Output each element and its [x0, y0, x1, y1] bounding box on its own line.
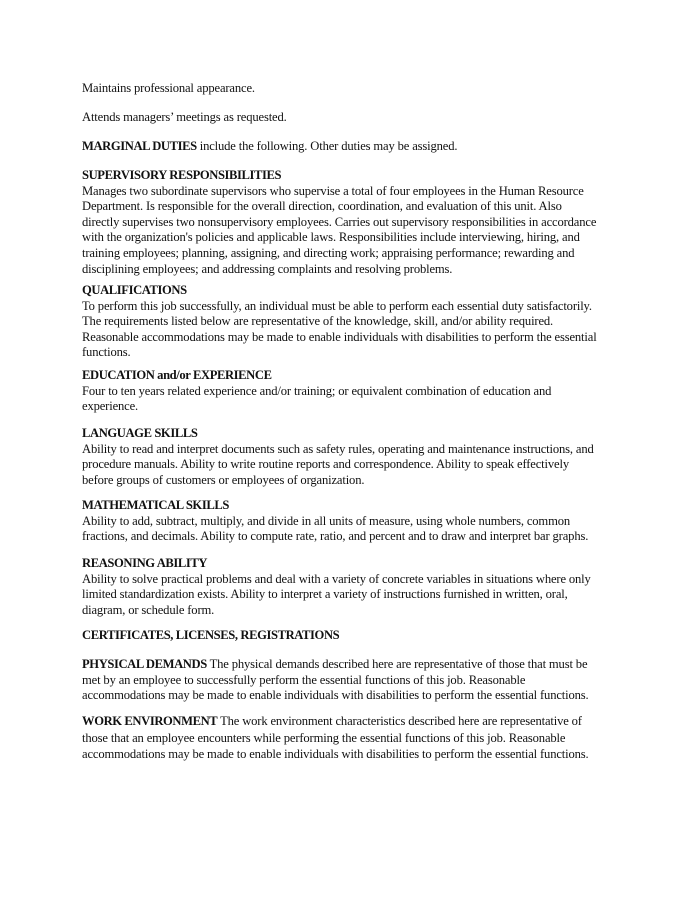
section-line: disciplining employees; and addressing complaints and resolving problems. [82, 261, 453, 276]
section-text: The physical demands described here are representative of those that must be [206, 657, 588, 671]
section-language-skills [82, 426, 622, 488]
section-certificates [82, 628, 622, 644]
section-line: those that an employee encounters while performing the essential functions of this job. Reasonable [82, 730, 566, 745]
section-line: Ability to read and interpret documents such as safety rules, operating and maintenance instructions, and [82, 441, 594, 456]
section-line: directly supervises two nonsupervisory employees. Carries out supervisory responsibilities in accordance [82, 214, 597, 229]
work-environment-first-line [82, 714, 622, 731]
section-heading: MARGINAL DUTIES [82, 139, 197, 153]
section-line: Ability to add, subtract, multiply, and divide in all units of measure, using whole numbers, common [82, 513, 571, 528]
section-heading: EDUCATION and/or EXPERIENCE [82, 368, 272, 382]
section-line: before groups of customers or employees of organization. [82, 472, 365, 487]
paragraph-text: Maintains professional appearance. [82, 81, 255, 95]
section-line: The requirements listed below are representative of the knowledge, skill, and/or ability required. [82, 314, 554, 329]
section-heading: WORK ENVIRONMENT [82, 714, 218, 728]
section-line: met by an employee to successfully perform the essential functions of this job. Reasonable [82, 672, 526, 687]
section-line: Reasonable accommodations may be made to enable individuals with disabilities to perform the essential [82, 329, 597, 344]
section-heading: QUALIFICATIONS [82, 283, 187, 297]
section-text: The work environment characteristics described here are representative of [217, 714, 582, 728]
section-heading: REASONING ABILITY [82, 556, 208, 570]
section-line: To perform this job successfully, an individual must be able to perform each essential duty satisfactorily. [82, 298, 592, 313]
paragraph-appearance [82, 81, 622, 97]
section-text: include the following. Other duties may be assigned. [196, 139, 458, 153]
section-mathematical-skills [82, 498, 622, 545]
section-reasoning-ability [82, 556, 622, 618]
section-line: fractions, and decimals. Ability to compute rate, ratio, and percent and to draw and interpret bar graphs. [82, 529, 589, 544]
marginal-duties-line [82, 139, 622, 155]
section-supervisory-responsibilities [82, 168, 622, 277]
paragraph-meetings [82, 110, 622, 126]
section-line: training employees; planning, assigning, and directing work; appraising performance; rewarding and [82, 245, 575, 260]
section-line: Ability to solve practical problems and deal with a variety of concrete variables in situations where only [82, 571, 591, 586]
section-line: with the organization's policies and applicable laws. Responsibilities include interviewing, hiring, and [82, 230, 580, 245]
section-line: accommodations may be made to enable individuals with disabilities to perform the essential functions. [82, 688, 589, 703]
section-line: experience. [82, 399, 139, 414]
section-line: diagram, or schedule form. [82, 602, 215, 617]
physical-demands-first-line [82, 657, 622, 673]
section-line: functions. [82, 345, 131, 360]
section-heading: CERTIFICATES, LICENSES, REGISTRATIONS [82, 628, 340, 642]
section-line: Four to ten years related experience and/or training; or equivalent combination of education and [82, 383, 552, 398]
paragraph-text: Attends managers’ meetings as requested. [82, 110, 287, 124]
section-qualifications [82, 283, 622, 361]
section-heading: LANGUAGE SKILLS [82, 426, 198, 440]
section-heading: SUPERVISORY RESPONSIBILITIES [82, 168, 282, 182]
section-physical-demands [82, 657, 622, 704]
section-heading: MATHEMATICAL SKILLS [82, 498, 229, 512]
section-marginal-duties [82, 139, 622, 155]
section-line: limited standardization exists. Ability to interpret a variety of instructions furnished in written, oral, [82, 587, 568, 602]
section-line: Department. Is responsible for the overall direction, coordination, and evaluation of this unit. Also [82, 199, 562, 214]
section-line: procedure manuals. Ability to write routine reports and correspondence. Ability to speak effectively [82, 457, 569, 472]
section-work-environment [82, 714, 622, 764]
section-line: accommodations may be made to enable individuals with disabilities to perform the essential functions. [82, 747, 589, 761]
section-line: Manages two subordinate supervisors who supervise a total of four employees in the Human Resource [82, 183, 584, 198]
section-heading: PHYSICAL DEMANDS [82, 657, 207, 671]
section-education-experience [82, 368, 622, 415]
